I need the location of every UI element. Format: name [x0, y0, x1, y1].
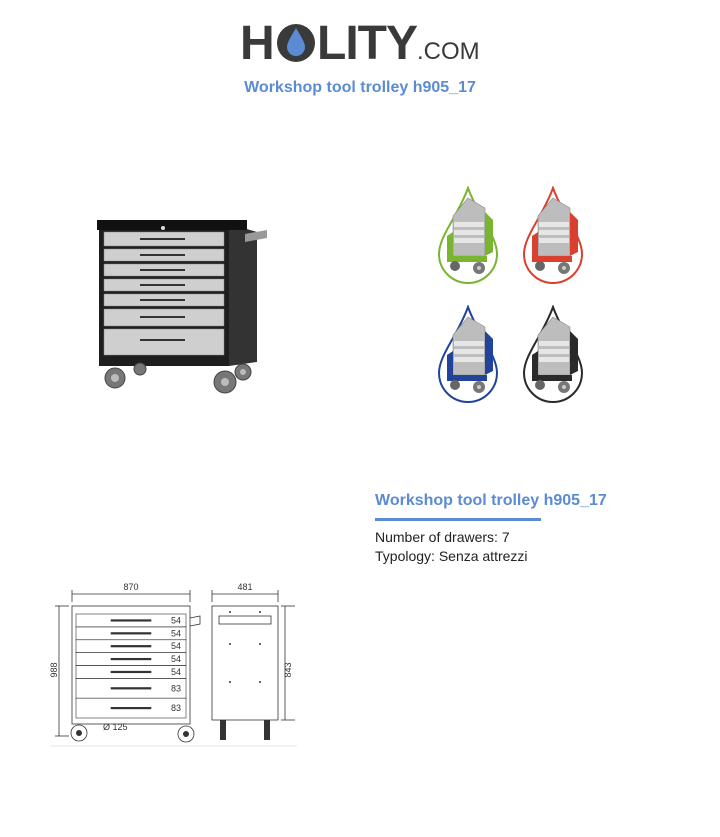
dim-height-body: 843	[283, 662, 293, 678]
drawing-drawer-handle	[111, 645, 151, 647]
drawing-drawer-handle	[111, 658, 151, 660]
color-variant-black[interactable]	[518, 305, 588, 405]
dim-depth: 481	[237, 582, 253, 592]
color-variant-blue[interactable]	[433, 305, 503, 405]
drawing-drawer-handle	[111, 633, 151, 635]
drawing-drawer-handle	[111, 620, 151, 622]
drawer-height-label: 54	[171, 641, 182, 652]
title-underline	[375, 518, 541, 521]
product-title: Workshop tool trolley h905_17	[375, 492, 607, 509]
drawer-height-label: 54	[171, 615, 182, 626]
drawer-height-label: 54	[171, 628, 182, 639]
dim-width: 870	[123, 582, 139, 592]
drawer-height-label: 83	[171, 683, 182, 694]
drawing-drawer-handle	[111, 671, 151, 673]
drawer-height-label: 54	[171, 666, 182, 677]
drawer-height-label: 54	[171, 654, 182, 665]
drawing-drawer-handle	[111, 707, 151, 709]
color-variant-red[interactable]	[518, 186, 588, 286]
holity-logo[interactable]	[240, 14, 480, 66]
dim-wheel: Ø 125	[103, 722, 128, 732]
spec-typology: Typology: Senza attrezzi	[375, 548, 528, 564]
logo-text: LITY	[317, 17, 417, 66]
drawer-height-label: 83	[171, 703, 182, 714]
svg-text:H: H	[240, 17, 274, 66]
logo-o-drop-icon	[277, 24, 315, 62]
technical-drawing	[45, 578, 305, 750]
spec-drawers: Number of drawers: 7	[375, 529, 510, 545]
logo-suffix: .COM	[417, 38, 480, 65]
color-variant-green[interactable]	[433, 186, 503, 286]
drawing-drawer-handle	[111, 688, 151, 690]
page-subtitle: Workshop tool trolley h905_17	[244, 79, 476, 96]
product-image	[95, 212, 275, 402]
dim-height-total: 988	[49, 662, 59, 678]
